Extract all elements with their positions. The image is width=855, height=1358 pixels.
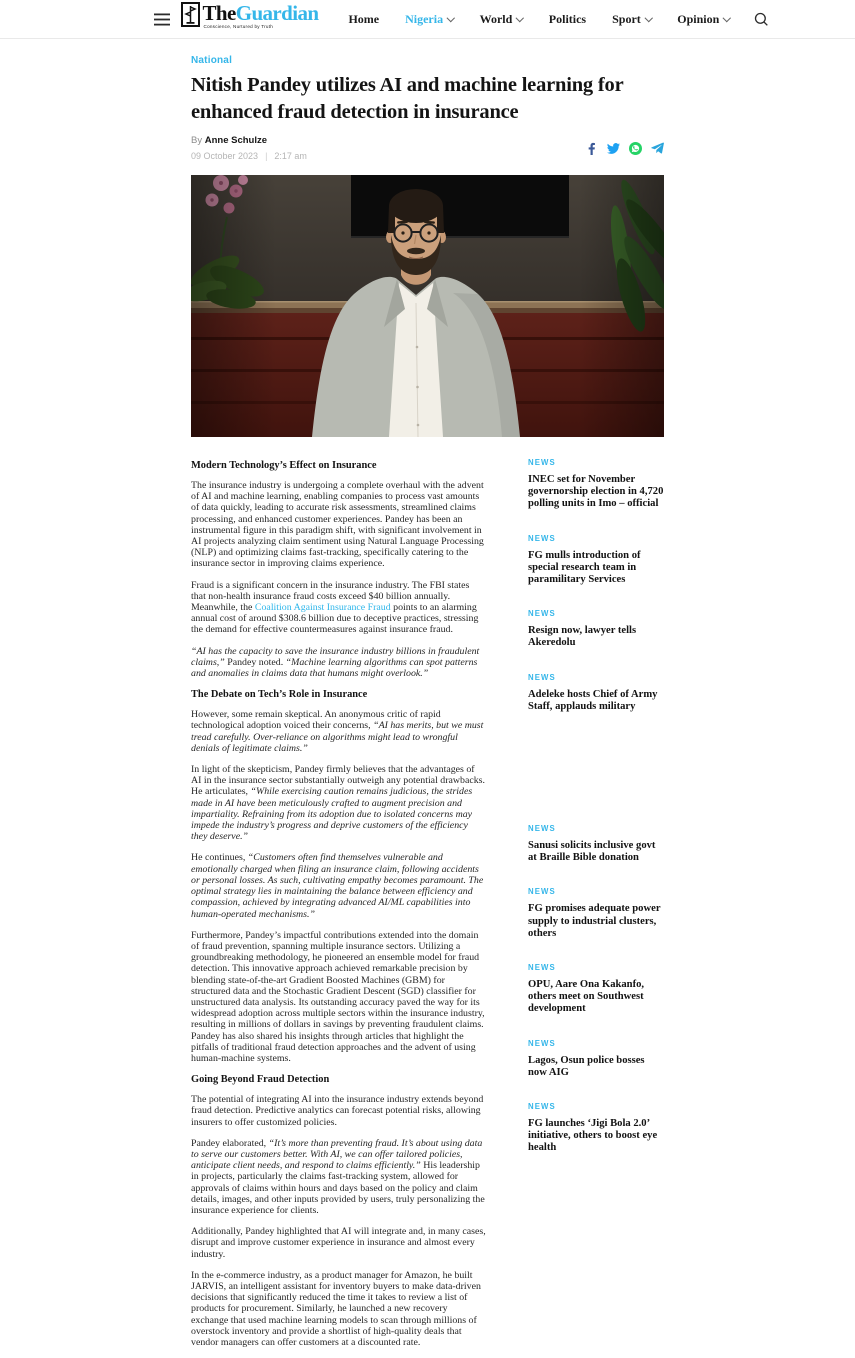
sidebar-news-item[interactable] bbox=[528, 963, 664, 1016]
news-kicker-label: NEWS bbox=[528, 672, 556, 682]
sidebar-news-item[interactable] bbox=[528, 887, 664, 940]
nav-item-home[interactable] bbox=[348, 12, 379, 27]
sidebar-news-title: FG launches ‘Jigi Bola 2.0’ initiative, others to boost eye health bbox=[528, 1118, 658, 1154]
body-text: The potential of integrating AI into the insurance industry extends beyond fraud detection. Predictive analytics can forecast potential risks, allowing insurers to offer customized policies. bbox=[191, 1094, 484, 1128]
sidebar-news-title: Sanusi solicits inclusive govt at Braille Bible donation bbox=[528, 840, 656, 864]
sidebar-news-title: FG promises adequate power supply to industrial clusters, others bbox=[528, 903, 661, 939]
guardian-logo-mark bbox=[181, 2, 200, 32]
nav-item-label: Home bbox=[348, 11, 380, 26]
news-kicker-label: NEWS bbox=[528, 533, 556, 543]
sidebar-news-title: Resign now, lawyer tells Akeredolu bbox=[528, 625, 637, 649]
chevron-down-icon bbox=[516, 14, 524, 22]
chevron-down-icon bbox=[723, 14, 731, 22]
author-name[interactable]: Anne Schulze bbox=[204, 135, 268, 146]
news-sidebar bbox=[528, 458, 664, 1178]
sidebar-news-item[interactable] bbox=[528, 534, 664, 587]
sidebar-news-item[interactable] bbox=[528, 1102, 664, 1155]
facebook-icon[interactable] bbox=[585, 142, 598, 155]
section-heading: Modern Technology’s Effect on Insurance bbox=[191, 460, 377, 471]
nav-item-politics[interactable] bbox=[549, 12, 586, 27]
body-text: Fraud is a significant concern in the insurance industry. The FBI states that non-health insurance fraud costs exceed $40 billion annually. Meanwhile, the bbox=[191, 579, 470, 614]
sidebar-news-title: Lagos, Osun police bosses now AIG bbox=[528, 1054, 645, 1078]
logo-tagline: Conscience, Nurtured by Truth bbox=[203, 23, 274, 29]
dateline bbox=[191, 151, 307, 161]
date-separator: | bbox=[265, 151, 268, 161]
article-body bbox=[191, 458, 486, 1358]
sidebar-news-item[interactable] bbox=[528, 458, 664, 511]
body-text: Additionally, Pandey highlighted that AI will integrate and, in many cases, disrupt and improve customer experience in insurance and almost every industry. bbox=[191, 1226, 486, 1260]
logo-wordmark bbox=[203, 2, 319, 24]
news-kicker-label: NEWS bbox=[528, 887, 556, 897]
nav-item-label: Sport bbox=[612, 11, 641, 26]
byline bbox=[191, 135, 307, 146]
body-text: His leadership in projects, particularly the claims fast-tracking system, allowed for approvals of claims within hours and days based on the policy and claim details, images, and other inputs provided by users, truly personalizing the insurance experience for clients. bbox=[191, 1160, 485, 1216]
article-paragraph bbox=[191, 764, 486, 842]
quote-text: “It’s more than preventing fraud. It’s about using data to serve our customers better. With AI, we can offer tailored policies, anticipate client needs, and respond to claims efficiently.” bbox=[191, 1137, 483, 1172]
news-kicker-label: NEWS bbox=[528, 824, 556, 834]
sidebar-news-title: INEC set for November governorship election in 4,720 polling units in Imo – official bbox=[528, 474, 664, 510]
main-nav bbox=[348, 12, 729, 27]
inline-link[interactable]: Coalition Against Insurance Fraud bbox=[254, 602, 391, 614]
article-paragraph bbox=[191, 709, 486, 754]
sidebar-news-item[interactable] bbox=[528, 609, 664, 649]
body-text: In light of the skepticism, Pandey firmly believes that the advantages of AI in the insurance sector substantially outweigh any potential drawbacks. He articulates, bbox=[191, 764, 485, 798]
ad-slot bbox=[528, 736, 664, 824]
nav-item-label: Nigeria bbox=[405, 11, 444, 26]
category-label[interactable]: National bbox=[191, 55, 233, 66]
search-icon[interactable] bbox=[754, 12, 769, 27]
body-text: points to an alarming annual cost of around $308.6 billion due to deceptive practices, stressing the demand for effective countermeasures against insurance fraud. bbox=[191, 602, 479, 636]
sidebar-news-title: Adeleke hosts Chief of Army Staff, applauds military bbox=[528, 688, 658, 712]
body-text: He continues, bbox=[191, 852, 248, 864]
hamburger-menu-icon[interactable] bbox=[154, 13, 170, 26]
body-text: However, some remain skeptical. An anonymous critic of rapid technological adoption voiced their concerns, bbox=[191, 709, 441, 732]
nav-item-label: Politics bbox=[548, 11, 587, 26]
body-text: Pandey elaborated, bbox=[191, 1137, 269, 1149]
news-kicker-label: NEWS bbox=[528, 963, 556, 973]
sidebar-news-item[interactable] bbox=[528, 673, 664, 713]
section-heading: The Debate on Tech’s Role in Insurance bbox=[191, 689, 368, 701]
nav-item-label: Opinion bbox=[677, 11, 720, 26]
body-text: In the e-commerce industry, as a product manager for Amazon, he built JARVIS, an intelligent assistant for inventory buyers to make data-driven decisions that significantly reduced the time it takes to review a list of products for procurement. Similarly, he launched a new recovery exchange that used machine learning models to scan through millions of overstock inventory and provide a shortlist of high-quality deals that vendor managers can offer customers at a discounted rate. bbox=[191, 1269, 481, 1348]
quote-text: “Machine learning algorithms can spot patterns and anomalies in claims data that humans might overlook.” bbox=[191, 656, 478, 680]
news-kicker-label: NEWS bbox=[528, 1102, 556, 1112]
news-kicker-label: NEWS bbox=[528, 1038, 556, 1048]
body-text: Pandey noted. bbox=[224, 656, 286, 668]
article-paragraph bbox=[191, 1226, 486, 1260]
quote-text: “Customers often find themselves vulnerable and emotionally charged when filing an insurance claim, following accidents or personal losses. As such, cultivating empathy becomes paramount. The optimal strategy lies in maintaining the balance between efficiency and compassion, achieved by integrating advanced AI/ML capabilities into human-operated mechanisms.” bbox=[191, 852, 484, 920]
whatsapp-icon[interactable] bbox=[629, 142, 642, 155]
publish-time: 2:17 am bbox=[274, 151, 307, 161]
news-kicker-label: NEWS bbox=[528, 609, 556, 619]
byline-prefix: By bbox=[191, 135, 203, 146]
article-paragraph bbox=[191, 930, 486, 1064]
sidebar-news-item[interactable] bbox=[528, 824, 664, 864]
article-paragraph bbox=[191, 852, 486, 919]
sidebar-news-title: OPU, Aare Ona Kakanfo, others meet on Southwest development bbox=[528, 979, 645, 1015]
site-header bbox=[0, 0, 855, 39]
sidebar-news-item[interactable] bbox=[528, 1039, 664, 1079]
body-text: Furthermore, Pandey’s impactful contributions extended into the domain of fraud prevention, spanning multiple insurance sectors. Utilizing a groundbreaking methodology, he pioneered an ensemble model for fraud detection. This innovative approach achieved remarkable precision by blending state-of-the-art Gradient Boosted Machines (GBM) for structured data and the Stochastic Gradient Descent (SGD) classifier for unstructured data analysis. Its outstanding accuracy paved the way for its widespread adoption across multiple sectors within the insurance industry, resulting in millions of dollars in savings by preventing fraudulent claims. Pandey has also shared his insights through articles that highlight the pitfalls of traditional fraud detection approaches and the advent of using human-machine systems. bbox=[191, 929, 485, 1064]
guardian-logo[interactable] bbox=[181, 2, 319, 37]
article-paragraph bbox=[191, 1270, 486, 1348]
nav-item-label: World bbox=[479, 11, 513, 26]
article-page bbox=[191, 39, 664, 1358]
chevron-down-icon bbox=[447, 14, 455, 22]
article-meta bbox=[191, 135, 664, 161]
article-paragraph bbox=[191, 480, 486, 570]
quote-text: “AI has merits, but we must tread carefully. Over-reliance on algorithms might lead to wrongful denials of legitimate claims.” bbox=[191, 720, 484, 754]
section-heading: Going Beyond Fraud Detection bbox=[191, 1074, 330, 1086]
chevron-down-icon bbox=[645, 14, 653, 22]
logo-guardian: Guardian bbox=[235, 0, 319, 25]
body-text: The insurance industry is undergoing a complete overhaul with the advent of AI and machine learning, enabling companies to process vast amounts of data quickly, leading to accurate risk assessments, streamlined claims processing, and enhanced customer experiences. Pandey has been an instrumental figure in this paradigm shift, with significant involvement in AI projects analyzing claim sentiment using Natural Language Processing (NLP) and optimizing claims fast-tracking, specifically catering to the insurance sector in improving claims experience. bbox=[191, 480, 484, 570]
article-paragraph bbox=[191, 1094, 486, 1128]
byline-block bbox=[191, 135, 307, 161]
article-paragraph bbox=[191, 1138, 486, 1216]
nav-item-world[interactable] bbox=[480, 12, 523, 27]
quote-text: “While exercising caution remains judicious, the strides made in AI have been meticulously crafted to augment precision and impartiality. Refraining from its adoption due to isolated concerns may impede the industry’s progress and deprive customers of the efficiency they deserve.” bbox=[191, 786, 473, 843]
quote-text: “AI has the capacity to save the insurance industry billions in fraudulent claims,” bbox=[191, 645, 480, 668]
twitter-icon[interactable] bbox=[607, 142, 620, 155]
article-paragraph bbox=[191, 580, 486, 636]
telegram-icon[interactable] bbox=[651, 142, 664, 155]
article-title: Nitish Pandey utilizes AI and machine learning for enhanced fraud detection in insurance bbox=[191, 74, 624, 123]
share-buttons bbox=[585, 142, 664, 155]
article-paragraph bbox=[191, 646, 486, 680]
content-columns bbox=[191, 458, 664, 1358]
article-hero-image bbox=[191, 175, 664, 437]
header-inner bbox=[154, 0, 720, 37]
publish-date: 09 October 2023 bbox=[191, 151, 259, 161]
news-kicker-label: NEWS bbox=[528, 458, 556, 467]
logo-the: The bbox=[202, 0, 236, 25]
sidebar-news-title: FG mulls introduction of special research team in paramilitary Services bbox=[528, 549, 641, 586]
nav-item-sport[interactable] bbox=[612, 12, 651, 27]
nav-item-nigeria[interactable] bbox=[405, 12, 454, 27]
nav-item-opinion[interactable] bbox=[677, 12, 730, 27]
